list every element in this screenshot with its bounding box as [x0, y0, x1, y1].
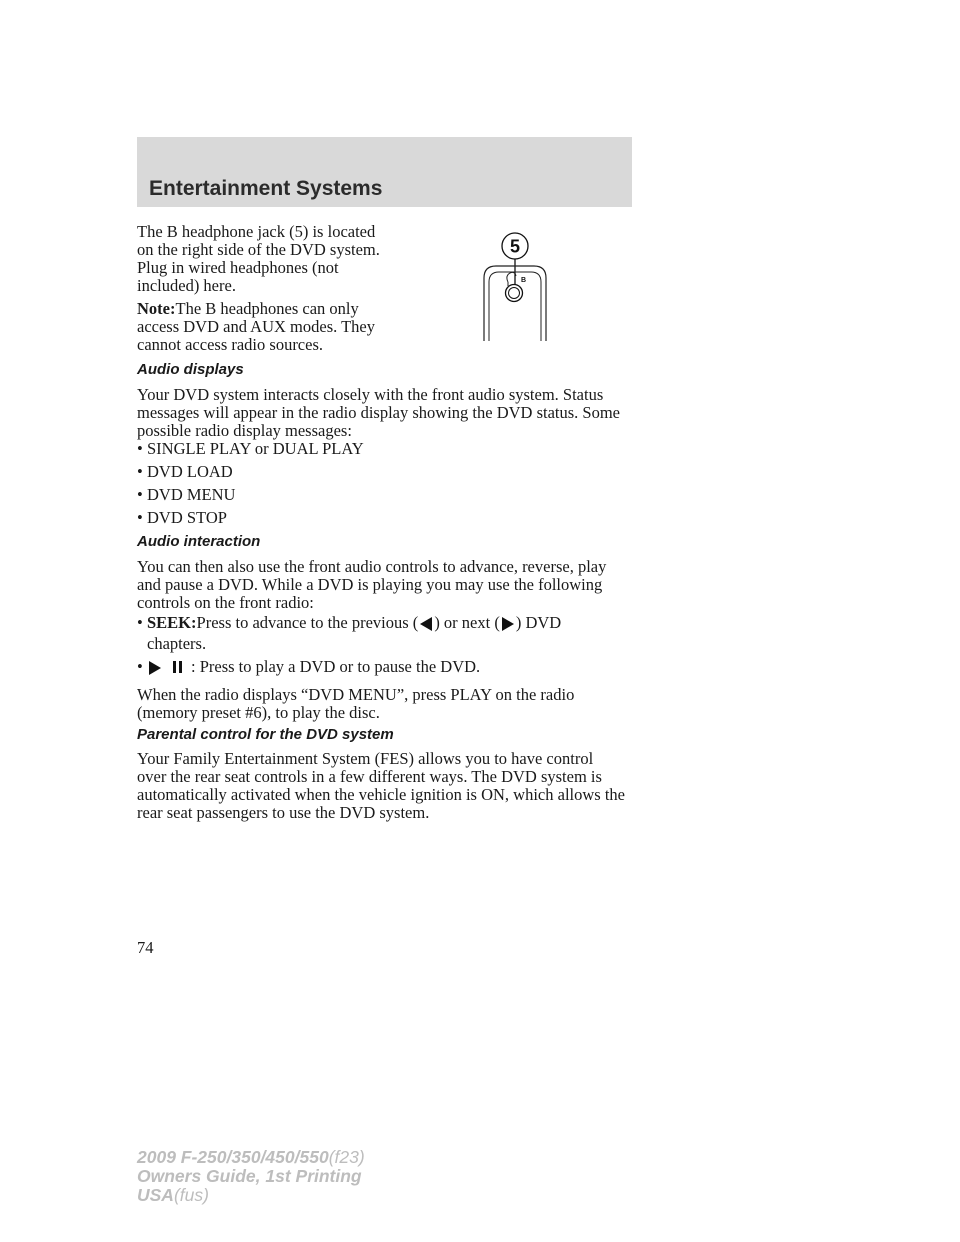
- footer-printing-info: [137, 1148, 365, 1205]
- section-title: Entertainment Systems: [149, 177, 383, 200]
- play-icon: [149, 661, 161, 675]
- seek-label: SEEK:: [147, 613, 197, 632]
- text-line: possible radio display messages:: [137, 421, 352, 440]
- footer-line: Owners Guide, 1st Printing: [137, 1166, 362, 1186]
- text-line: Your Family Entertainment System (FES) allows you to have control: [137, 749, 594, 768]
- dvd-menu-paragraph: [137, 686, 637, 722]
- text-line: Plug in wired headphones (not: [137, 258, 339, 277]
- text-line: You can then also use the front audio controls to advance, reverse, play: [137, 557, 607, 576]
- note-paragraph: [137, 300, 427, 354]
- note-label: Note:: [137, 299, 176, 318]
- text-line: controls on the front radio:: [137, 593, 314, 612]
- text-line: over the rear seat controls in a few different ways. The DVD system is: [137, 767, 602, 786]
- text-line: included) here.: [137, 276, 236, 295]
- page-number: 74: [137, 938, 154, 957]
- callout-number: 5: [509, 236, 521, 257]
- note-text: The B headphones can only: [175, 299, 359, 318]
- text-line: access DVD and AUX modes. They: [137, 317, 375, 336]
- next-triangle-icon: [502, 617, 514, 631]
- section-header: [137, 137, 632, 207]
- headphone-jack-illustration: [472, 226, 572, 346]
- footer-line: USA(fus): [137, 1185, 209, 1205]
- list-item-seek: • SEEK:Press to advance to the previous ( ) or next ( ) DVD: [137, 613, 562, 632]
- pause-icon: [173, 659, 185, 677]
- list-item: • DVD LOAD: [137, 462, 233, 481]
- text-line: on the right side of the DVD system.: [137, 240, 380, 259]
- text-line: messages will appear in the radio display showing the DVD status. Some: [137, 403, 621, 422]
- text-line: rear seat passengers to use the DVD system.: [137, 803, 430, 822]
- heading-audio-interaction: Audio interaction: [137, 533, 261, 550]
- text-line: cannot access radio sources.: [137, 335, 324, 354]
- footer-line: 2009 F-250/350/450/550(f23): [137, 1147, 365, 1167]
- jack-inner-ring: [509, 288, 520, 299]
- parental-control-paragraph: [137, 750, 637, 822]
- previous-triangle-icon: [420, 617, 432, 631]
- audio-interaction-paragraph: [137, 558, 637, 612]
- text-line: (memory preset #6), to play the disc.: [137, 703, 380, 722]
- text-line: automatically activated when the vehicle ignition is ON, which allows the: [137, 785, 625, 804]
- jack-letter: B: [521, 277, 527, 284]
- text-line: When the radio displays “DVD MENU”, press PLAY on the radio: [137, 685, 575, 704]
- intro-paragraph: [137, 223, 427, 295]
- list-item: • DVD STOP: [137, 508, 227, 527]
- text-line: and pause a DVD. While a DVD is playing you may use the following: [137, 575, 603, 594]
- audio-displays-paragraph: [137, 386, 637, 440]
- text-line: [137, 300, 427, 318]
- list-item: • DVD MENU: [137, 485, 236, 504]
- heading-parental-control: Parental control for the DVD system: [137, 726, 394, 743]
- text-line: Your DVD system interacts closely with the front audio system. Status: [137, 385, 604, 404]
- heading-audio-displays: Audio displays: [137, 361, 244, 378]
- list-item: • SINGLE PLAY or DUAL PLAY: [137, 439, 364, 458]
- seek-continuation: chapters.: [147, 634, 207, 653]
- list-item-play-pause: • : Press to play a DVD or to pause the DVD.: [137, 657, 481, 676]
- text-line: The B headphone jack (5) is located: [137, 222, 376, 241]
